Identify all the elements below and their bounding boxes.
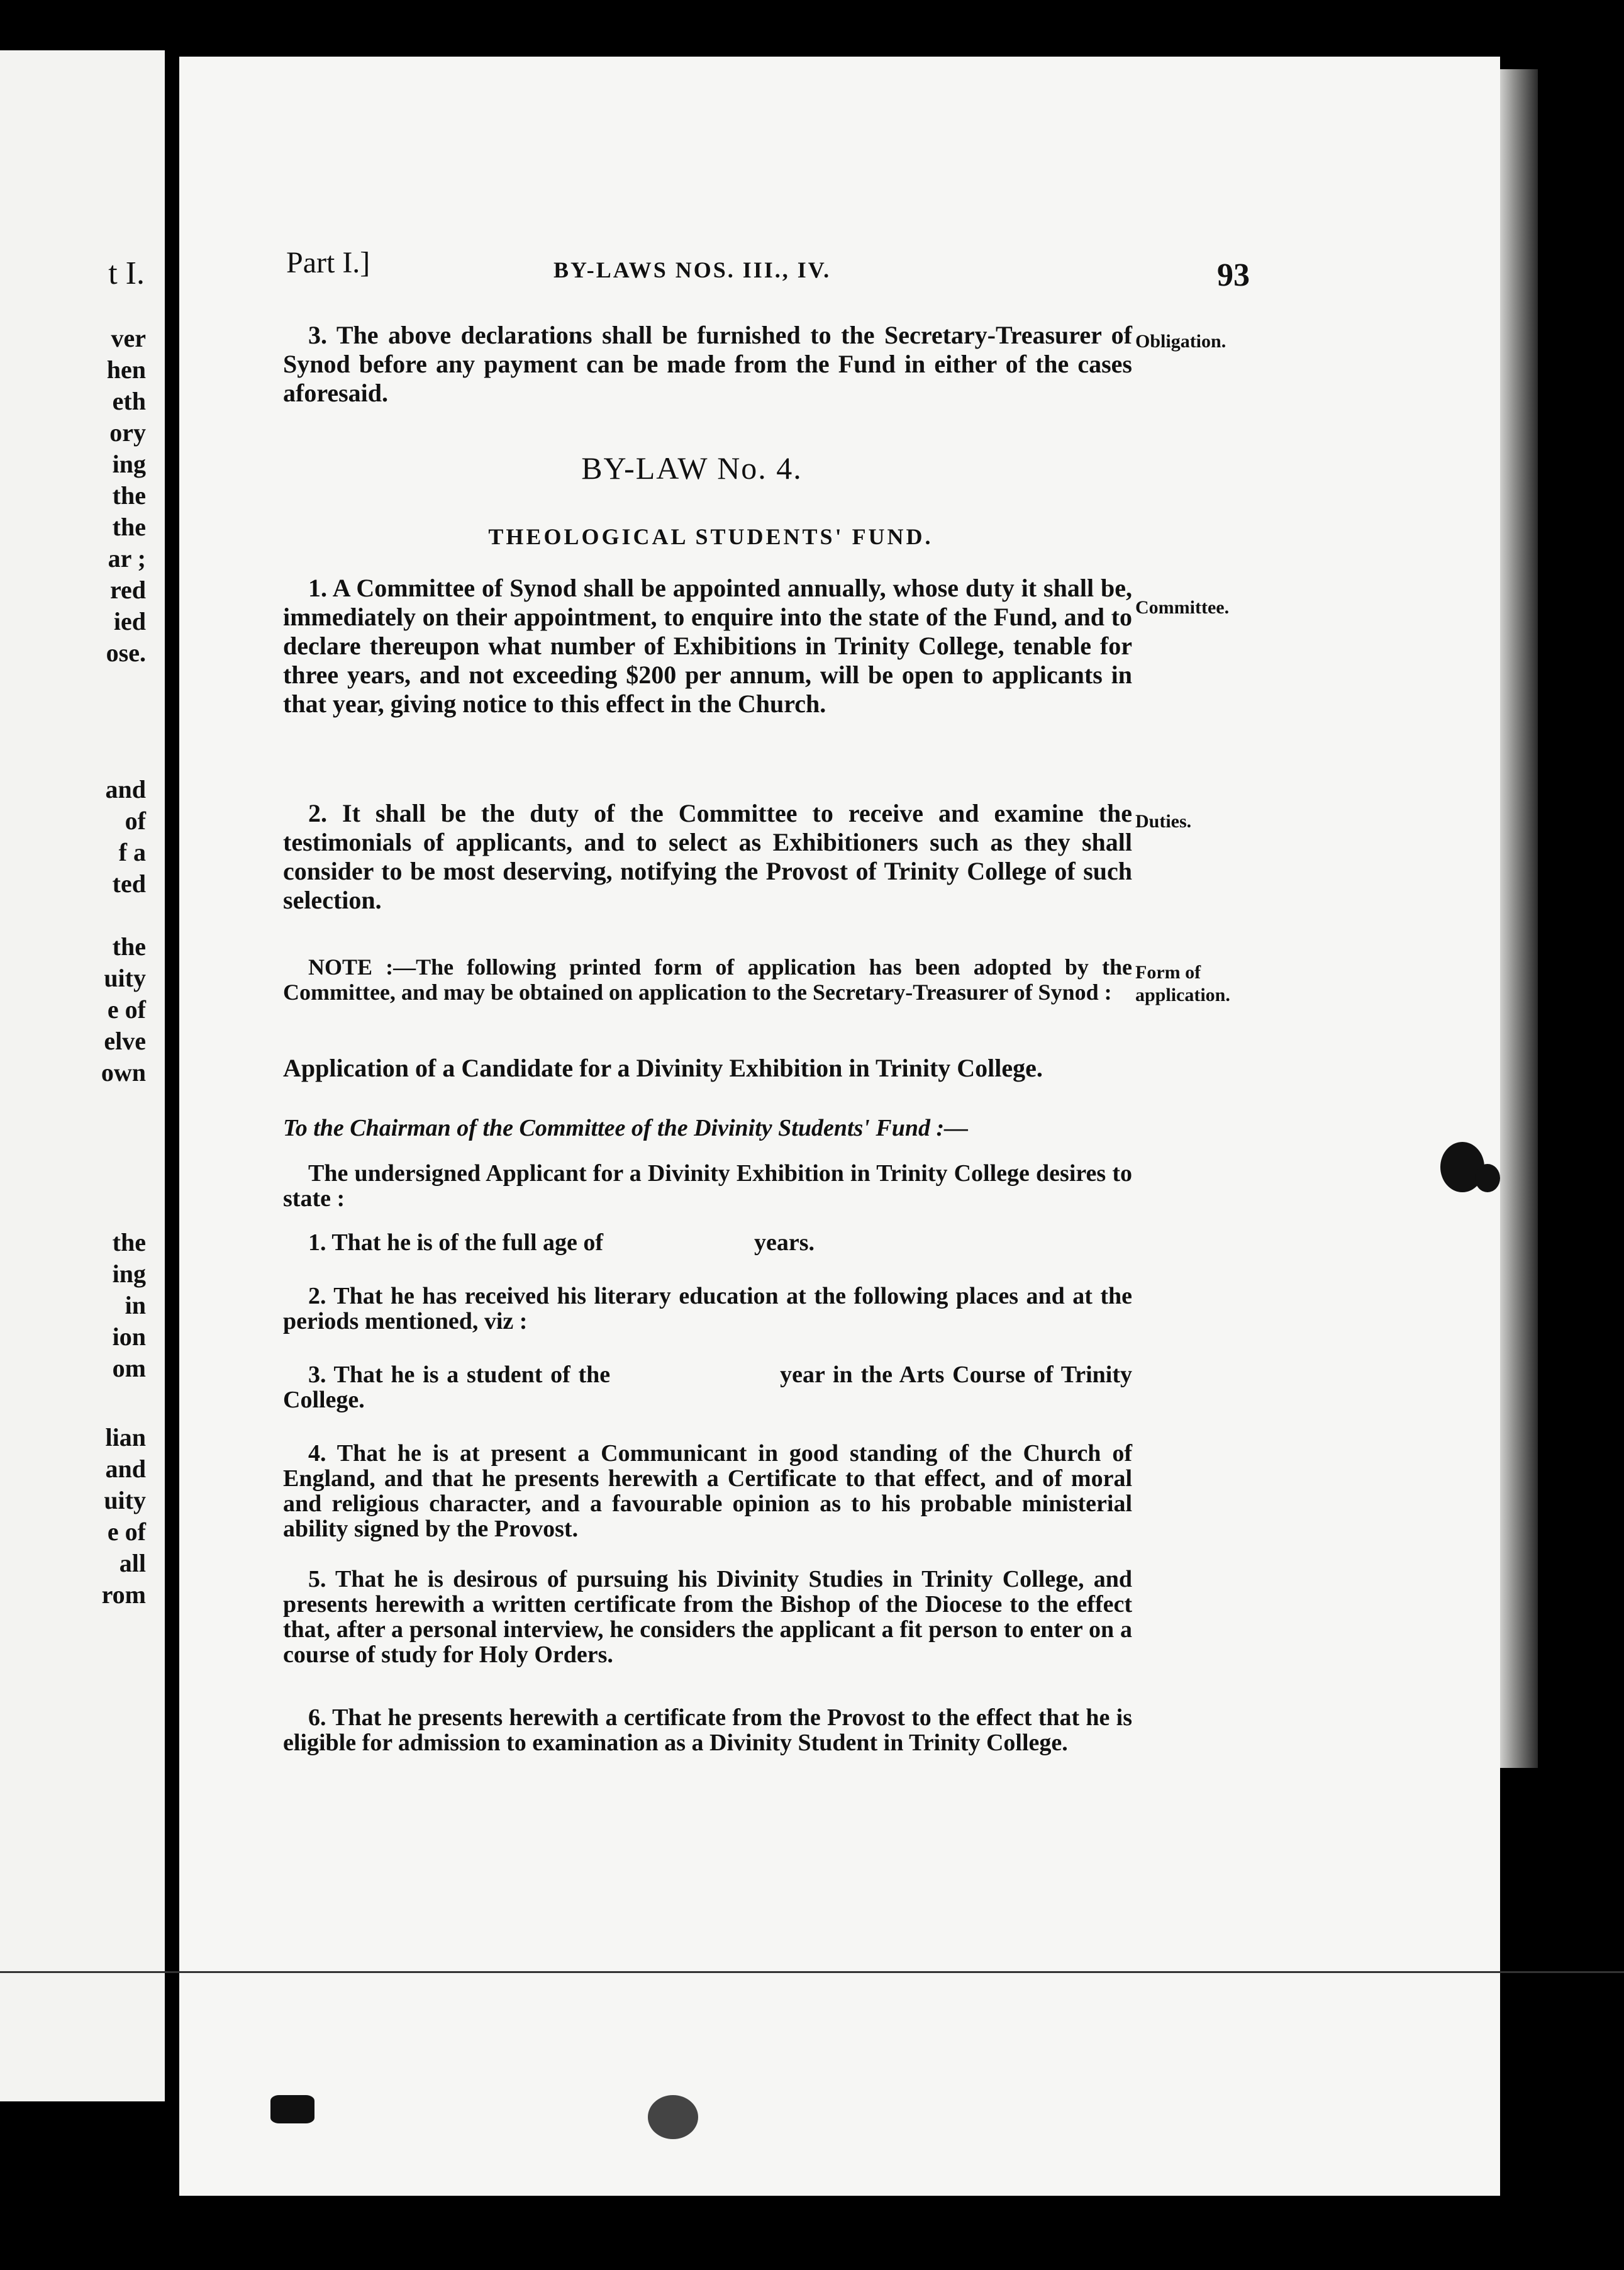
left-fragment: ar ; (108, 544, 146, 573)
fund-heading: THEOLOGICAL STUDENTS' FUND. (488, 524, 933, 549)
application-title: Application of a Candidate for a Divinity Exhibition in Trinity College. (283, 1054, 1043, 1082)
left-fragment-column (106, 323, 146, 669)
left-fragment: om (112, 1354, 146, 1382)
ink-blot (1475, 1164, 1500, 1192)
left-fragment: uity (104, 964, 146, 992)
item-3-course: year in the Arts Course of Trinity College. (283, 1361, 1133, 1413)
item-1-text: 1. That he is of the full age of (308, 1229, 604, 1256)
left-fragment: red (109, 576, 146, 604)
left-fragment: ing (112, 450, 146, 478)
item-6: 6. That he presents herewith a certificate from the Provost to the effect that he is eligible for admission to examination as a Divinity Student in Trinity College. (283, 1704, 1132, 1756)
margin-note-form (1135, 961, 1230, 1007)
margin-note-obligation: Obligation. (1135, 331, 1226, 352)
ink-blot (270, 2095, 314, 2123)
left-fragment: elve (104, 1027, 146, 1055)
left-fragment: uity (104, 1486, 146, 1514)
item-4: 4. That he is at present a Communicant in good standing of the Church of England, and that he presents herewith a Certificate to that effect, and of moral and religious character, and a favourable opinion as to his probable ministerial ability signed by the Provost. (283, 1440, 1132, 1542)
scan-rule-line (0, 1971, 1624, 1973)
left-fragment: ose. (106, 639, 146, 667)
left-fragment: ver (111, 324, 146, 352)
item-3 (283, 1362, 1132, 1412)
facing-page-fragment (0, 50, 165, 2101)
left-fragment: all (119, 1549, 146, 1577)
undersigned-statement: The undersigned Applicant for a Divinity Exhibition in Trinity College desires to state : (283, 1160, 1132, 1212)
paragraph-1: 1. A Committee of Synod shall be appointed annually, whose duty it shall be, immediately on their appointment, to enquire into the state of the Fund, and to declare thereupon what number of Exhibitions in Trinity College, tenable for three years, and not exceeding $200 per annum, will be open to applicants in that year, giving notice to this effect in the Church. (283, 574, 1132, 718)
left-fragment: the (112, 513, 146, 541)
left-fragment: and (105, 1455, 146, 1483)
paragraph-2: 2. It shall be the duty of the Committee to receive and examine the testimonials of applicants, and to select as Exhibitioners such as they shall consider to be most deserving, notifying the Provost of Trinity College of such selection. (283, 799, 1132, 914)
left-fragment: the (112, 481, 146, 510)
item-2: 2. That he has received his literary education at the following places and at the periods mentioned, viz : (283, 1283, 1132, 1334)
left-fragment: ing (112, 1260, 146, 1288)
left-fragment: rom (101, 1580, 146, 1609)
left-fragment: t I. (108, 255, 145, 291)
note-paragraph: NOTE :—The following printed form of application has been adopted by the Committee, and may be obtained on application to the Secretary-Treasurer of Synod : (283, 954, 1132, 1005)
smudge (648, 2095, 698, 2139)
margin-note-committee: Committee. (1135, 597, 1230, 618)
left-fragment: ion (112, 1322, 146, 1351)
page-number: 93 (1217, 257, 1250, 293)
page-edge-shadow (1500, 69, 1538, 1768)
bylaw-heading: BY-LAW No. 4. (581, 450, 803, 486)
left-fragment: e of (107, 995, 146, 1024)
left-fragment-column (113, 1227, 146, 1384)
left-fragment: ory (109, 418, 146, 447)
left-fragment: of (125, 807, 146, 835)
running-head-part: Part I.] (286, 246, 370, 279)
margin-note-form-of: Form of (1135, 962, 1201, 983)
left-fragment: own (101, 1058, 146, 1087)
left-fragment: hen (106, 355, 146, 384)
left-fragment: e of (107, 1518, 146, 1546)
margin-note-duties: Duties. (1135, 811, 1192, 832)
left-fragment-column (102, 1422, 146, 1611)
running-head-title: BY-LAWS NOS. III., IV. (553, 257, 831, 282)
left-fragment-column (106, 774, 147, 900)
margin-note-application: application. (1135, 985, 1230, 1005)
item-1 (283, 1230, 1132, 1255)
left-fragment: f a (118, 838, 146, 866)
item-5: 5. That he is desirous of pursuing his Divinity Studies in Trinity College, and presents herewith a written certificate from the Bishop of the Diocese to the effect that, after a personal interview, he considers the applicant a fit person to enter on a course of study for Holy Orders. (283, 1566, 1132, 1668)
left-fragment: eth (112, 387, 146, 415)
left-fragment: the (112, 1228, 146, 1256)
left-fragment: lian (105, 1423, 146, 1451)
left-fragment: and (105, 775, 146, 803)
left-fragment: ted (112, 869, 146, 898)
left-fragment: ied (113, 607, 146, 635)
paragraph-3: 3. The above declarations shall be furnished to the Secretary-Treasurer of Synod before any payment can be made from the Fund in either of the cases aforesaid. (283, 321, 1132, 407)
item-1-years: years. (754, 1229, 815, 1256)
item-3-text: 3. That he is a student of the (308, 1361, 611, 1388)
salutation: To the Chairman of the Committee of the Divinity Students' Fund :— (283, 1115, 969, 1141)
left-fragment: in (125, 1291, 146, 1319)
left-fragment-column (101, 931, 146, 1088)
left-fragment: the (112, 932, 146, 961)
